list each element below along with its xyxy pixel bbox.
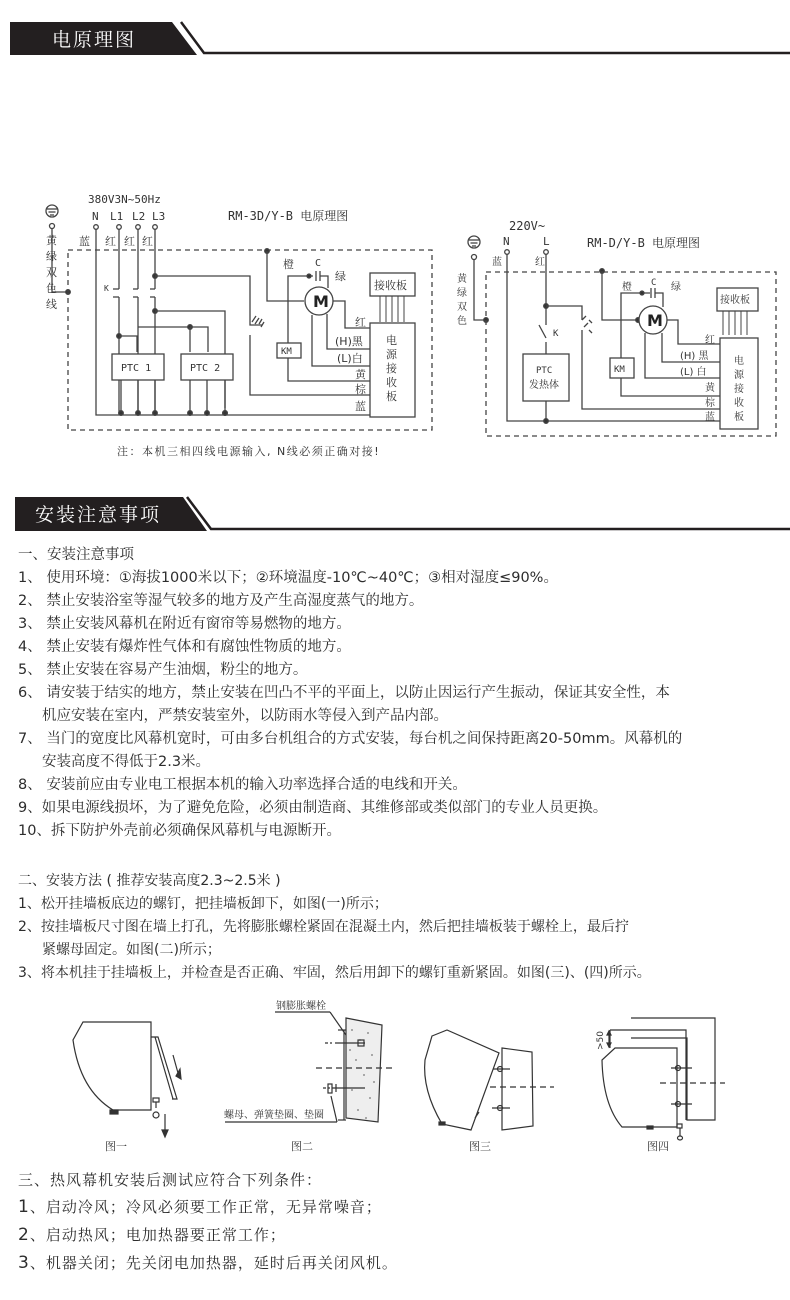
diagram-label: 发热体	[529, 380, 559, 391]
diagram-label: 板	[734, 412, 744, 423]
diagram-label: 源	[734, 370, 744, 381]
figure-4	[596, 1018, 725, 1140]
list-item: 3、 禁止安装风幕机在附近有窗帘等易燃物的地方。	[18, 616, 351, 632]
list-item: 2、按挂墙板尺寸图在墙上打孔，先将膨胀螺栓紧固在混凝土内，然后把挂墙板装于螺栓上，最后拧	[18, 919, 629, 935]
diagram-label: 接	[386, 362, 397, 375]
figure-1	[73, 1022, 181, 1137]
diagram-label: 红	[142, 235, 153, 248]
diagram-label: 绿	[46, 250, 57, 263]
list-item: 8、 安装前应由专业电工根据本机的输入功率选择合适的电线和开关。	[18, 777, 467, 793]
gap-label: >50	[596, 1031, 606, 1050]
list-item: 1、松开挂墙板底边的螺钉，把挂墙板卸下，如图(一)所示；	[18, 896, 388, 912]
list-item: 7、 当门的宽度比风幕机宽时，可由多台机组合的方式安装，每台机之间保持距离20-50mm。风幕机的	[18, 731, 683, 747]
figure-caption: 图三	[469, 1140, 491, 1153]
diagram-label: 红	[124, 235, 135, 248]
wiring-note: 注：本机三相四线电源输入, N线必须正确对接!	[117, 445, 381, 458]
diagram-label: 接	[734, 384, 744, 395]
list-item: 1、启动冷风；冷风必须要工作正常，无异常噪音；	[18, 1197, 382, 1217]
diagram-label: 橙	[283, 258, 294, 271]
diagram-label: 红	[535, 257, 545, 268]
section-title: 电原理图	[52, 29, 137, 51]
list-item: 3、将本机挂于挂墙板上，并检查是否正确、牢固，然后用卸下的螺钉重新紧固。如图(三)、(四)所示。	[18, 965, 651, 981]
arrow-icon	[162, 1114, 168, 1137]
diagram-label: KM	[614, 365, 625, 375]
part1-heading: 一、安装注意事项	[18, 547, 134, 563]
diagram-label: 收	[386, 376, 397, 389]
figure-3	[425, 1030, 554, 1130]
diagram-label: 棕	[705, 398, 715, 409]
diagram-label: 橙	[622, 282, 632, 293]
diagram-label: C	[651, 278, 657, 288]
part2-heading: 二、安装方法 ( 推荐安装高度2.3~2.5米 )	[18, 873, 281, 889]
diagram-label: 蓝	[355, 400, 366, 413]
diagram-label: 蓝	[705, 412, 715, 423]
diagram-label: C	[315, 258, 322, 269]
list-item-continued: 安装高度不得低于2.3米。	[42, 754, 211, 770]
test-conditions	[18, 1167, 398, 1277]
diagram-title: RM-D/Y-B 电原理图	[587, 236, 701, 250]
diagram-label: (H) 黑	[680, 351, 709, 362]
list-item: 1、 使用环境：①海拔1000米以下；②环境温度-10℃~40℃；③相对湿度≤90%。	[18, 570, 558, 586]
diagram-label: 源	[386, 348, 397, 361]
diagram-label: 棕	[355, 383, 366, 396]
arrow-icon	[173, 1055, 181, 1079]
diagram-label: 蓝	[79, 235, 90, 248]
diagram-label: 绿	[335, 270, 346, 283]
figure-caption: 图一	[105, 1140, 127, 1153]
supply-label: 220V~	[509, 219, 546, 233]
list-item: 5、 禁止安装在容易产生油烟，粉尘的地方。	[18, 662, 308, 678]
diagram-label: 接收板	[720, 295, 750, 306]
diagram-label: 黄	[355, 368, 366, 381]
list-item: 2、启动热风；电加热器要正常工作；	[18, 1225, 286, 1245]
list-item: 6、 请安装于结实的地方，禁止安装在凹凸不平的平面上，以防止因运行产生振动，保证其安全性，本	[18, 685, 670, 701]
diagram-label: 板	[386, 390, 397, 403]
diagram-label: (L)白	[337, 352, 363, 365]
figure-caption: 图二	[291, 1140, 313, 1153]
ptc2-label: PTC 2	[190, 363, 221, 374]
diagram-label: K	[104, 284, 109, 293]
diagram-label: 红	[355, 316, 366, 329]
diagram-label: 红	[105, 235, 116, 248]
ptc1-label: PTC 1	[121, 363, 152, 374]
figure-2	[224, 999, 392, 1122]
diagram-label: 色	[46, 282, 57, 295]
diagram-label: K	[553, 329, 559, 339]
list-item: 9、如果电源线损坏，为了避免危险，必须由制造商、其维修部或类似部门的专业人员更换。	[18, 800, 608, 816]
diagram-label: L2	[132, 210, 146, 223]
diagram-label: L3	[152, 210, 166, 223]
list-item-continued: 机应安装在室内，严禁安装室外，以防雨水等侵入到产品内部。	[42, 708, 448, 724]
motor-label: M	[313, 292, 329, 311]
diagram-label: L1	[110, 210, 124, 223]
diagram-label: 绿	[457, 288, 467, 299]
diagram-label: 黄	[705, 383, 715, 394]
diagram-label: 红	[705, 335, 715, 346]
section-title: 安装注意事项	[35, 504, 162, 526]
supply-label: 380V3N~50Hz	[88, 193, 161, 206]
screw-icon	[677, 1124, 683, 1140]
diagram-label: (H)黑	[335, 335, 363, 348]
diagram-title: RM-3D/Y-B 电原理图	[228, 209, 349, 223]
diagram-label: 黄	[46, 234, 57, 247]
diagram-label: 色	[457, 316, 467, 327]
diagram-label: 接收板	[374, 279, 407, 292]
part3-heading: 三、热风幕机安装后测试应符合下列条件：	[18, 1171, 323, 1189]
list-item: 10、拆下防护外壳前必须确保风幕机与电源断开。	[18, 823, 341, 839]
diagram-label: 双	[46, 266, 57, 279]
motor-label: M	[647, 311, 663, 330]
diagram-label: 线	[46, 298, 57, 311]
diagram-label: 黄	[457, 274, 467, 285]
diagram-label: N	[503, 235, 510, 248]
screw-icon	[153, 1098, 159, 1118]
diagram-label: N	[92, 210, 99, 223]
list-item: 2、 禁止安装浴室等湿气较多的地方及产生高湿度蒸气的地方。	[18, 593, 424, 609]
diagram-label: L	[543, 235, 550, 248]
list-item: 4、 禁止安装有爆炸性气体和有腐蚀性物质的地方。	[18, 639, 351, 655]
diagram-label: 电	[734, 356, 744, 367]
diagram-label: (L) 白	[680, 367, 707, 378]
list-item-continued: 紧螺母固定。如图(二)所示；	[42, 942, 221, 958]
diagram-label: 双	[457, 302, 467, 313]
diagram-label: 电	[386, 334, 397, 347]
diagram-label: 绿	[671, 282, 681, 293]
nut-label: 螺母、弹簧垫圈、垫圈	[224, 1110, 324, 1121]
list-item: 3、机器关闭；先关闭电加热器，延时后再关闭风机。	[18, 1253, 398, 1273]
diagram-label: 收	[734, 398, 744, 409]
diagram-label: PTC	[536, 366, 553, 376]
figure-caption: 图四	[647, 1140, 669, 1153]
bolt-label: 钢膨胀螺栓	[276, 1001, 326, 1012]
diagram-label: 蓝	[492, 257, 502, 268]
relay-label: KM	[281, 347, 292, 357]
